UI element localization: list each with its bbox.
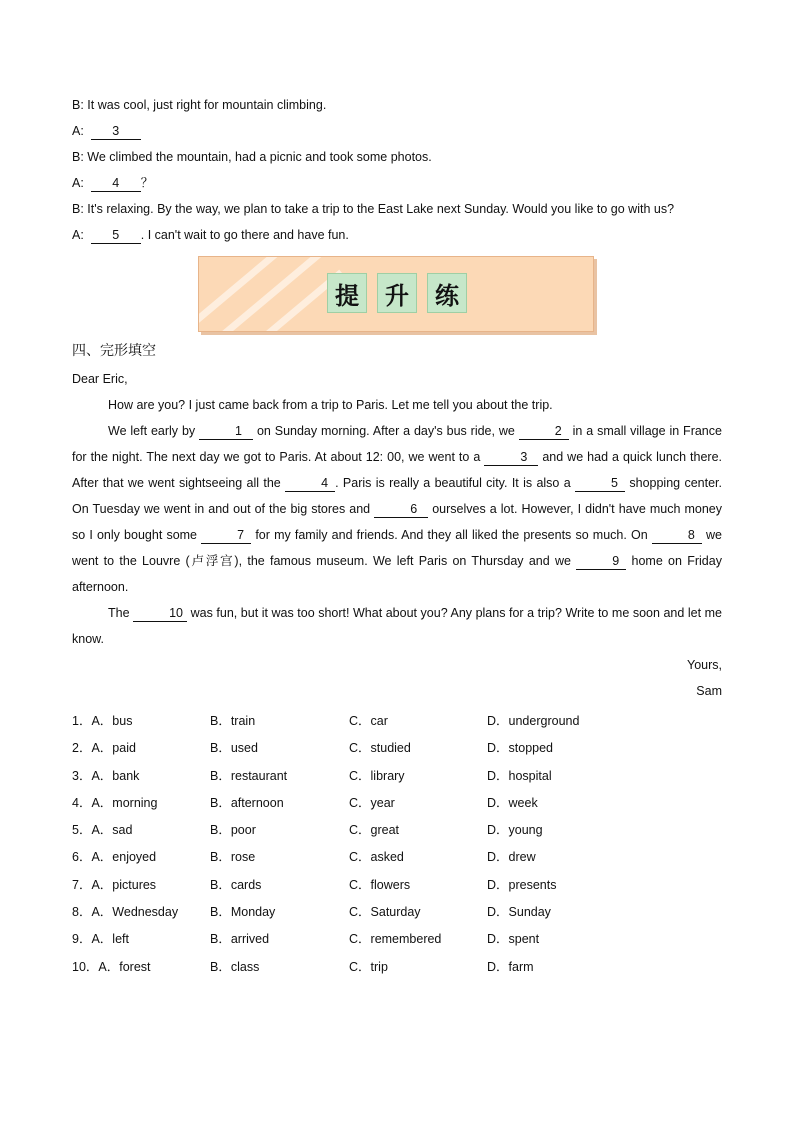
option-d[interactable]: D．spent	[487, 932, 540, 947]
option-d[interactable]: D．stopped	[487, 741, 554, 756]
cloze-blank[interactable]: 3	[484, 450, 538, 466]
option-c[interactable]: C．year	[349, 795, 395, 810]
worksheet-page	[72, 92, 722, 981]
speaker-label: A:	[72, 124, 84, 138]
dialogue-text: We climbed the mountain, had a picnic and took some photos.	[87, 150, 432, 164]
dialogue-line	[72, 170, 722, 196]
cloze-blank[interactable]: 1	[199, 424, 253, 440]
option-c[interactable]: C．library	[349, 768, 405, 783]
cloze-letter	[72, 366, 722, 704]
cloze-blank[interactable]: 4	[285, 476, 335, 492]
cloze-blank[interactable]: 6	[374, 502, 428, 518]
option-a[interactable]: A．bus	[91, 714, 133, 728]
dialogue-line	[72, 196, 722, 222]
letter-greeting: Dear Eric,	[72, 372, 128, 386]
cloze-blank[interactable]: 7	[201, 528, 251, 544]
option-c[interactable]: C．flowers	[349, 877, 411, 892]
option-b[interactable]: B．restaurant	[210, 768, 288, 783]
option-d[interactable]: D．farm	[487, 959, 534, 974]
answer-blank[interactable]: 3	[91, 124, 141, 140]
option-row: 8．A．Wednesday B．Monday C．Saturday D．Sunday	[72, 899, 722, 926]
dialogue-section	[72, 92, 722, 248]
dialogue-line	[72, 92, 722, 118]
answer-blank[interactable]: 5	[91, 228, 141, 244]
letter-paragraph: The 10 was fun, but it was too short! What about you? Any plans for a trip? Write to me soon and let me know.	[72, 606, 722, 646]
speaker-label: B:	[72, 150, 84, 164]
option-b[interactable]: B．used	[210, 741, 258, 756]
option-b[interactable]: B．poor	[210, 823, 256, 838]
option-a[interactable]: A．sad	[91, 823, 133, 838]
option-d[interactable]: D．hospital	[487, 768, 552, 783]
dialogue-line	[72, 118, 722, 144]
option-a[interactable]: A．Wednesday	[91, 905, 179, 920]
option-d[interactable]: D．Sunday	[487, 905, 551, 920]
cloze-blank[interactable]: 9	[576, 554, 626, 570]
option-a[interactable]: A．left	[91, 932, 129, 947]
letter-closing: Yours,	[687, 658, 722, 672]
speaker-label: B:	[72, 202, 84, 216]
option-d[interactable]: D．drew	[487, 850, 536, 865]
letter-signature: Sam	[696, 684, 722, 698]
option-a[interactable]: A．forest	[98, 959, 151, 974]
cloze-blank[interactable]: 2	[519, 424, 569, 440]
option-b[interactable]: B．rose	[210, 850, 256, 865]
option-d[interactable]: D．young	[487, 823, 543, 838]
banner-char: 升	[377, 273, 417, 313]
letter-paragraph: We left early by 1 on Sunday morning. After a day's bus ride, we 2 in a small village in France for the night. The next day we got to Paris. At about 12: 00, we went to a 3 and we had a quick lunch there. After that we went sightseeing all the 4 . Paris is really a beautiful city. It is also a 5 shopping center. On Tuesday we went in and out of the big stores and 6 ourselves a lot. However, I didn't have much money so I only bought some 7 for my family and friends. And they all liked the presents so much. On 8 we went to the Louvre (卢浮宫), the famous museum. We left Paris on Thursday and we 9 home on Friday afternoon.	[72, 424, 723, 594]
dialogue-line	[72, 222, 722, 248]
option-d[interactable]: D．week	[487, 795, 538, 810]
option-b[interactable]: B．Monday	[210, 905, 276, 920]
option-b[interactable]: B．train	[210, 714, 256, 728]
option-d[interactable]: D．underground	[487, 714, 580, 728]
dialogue-text: ？	[140, 176, 154, 190]
option-c[interactable]: C．great	[349, 823, 400, 838]
dialogue-line	[72, 144, 722, 170]
cloze-blank[interactable]: 5	[575, 476, 625, 492]
option-row: 4．A．morning B．afternoon C．year D．week	[72, 790, 722, 817]
option-a[interactable]: A．enjoyed	[91, 850, 157, 865]
speaker-label: A:	[72, 176, 84, 190]
option-a[interactable]: A．bank	[91, 768, 140, 783]
speaker-label: B:	[72, 98, 84, 112]
banner-char: 提	[327, 273, 367, 313]
dialogue-text: . I can't wait to go there and have fun.	[140, 228, 349, 242]
option-b[interactable]: B．afternoon	[210, 795, 284, 810]
option-b[interactable]: B．class	[210, 959, 260, 974]
section-title: 四、完形填空	[72, 343, 156, 359]
option-c[interactable]: C．asked	[349, 850, 404, 865]
options-list	[72, 708, 722, 981]
option-a[interactable]: A．paid	[91, 741, 136, 756]
option-c[interactable]: C．trip	[349, 959, 388, 974]
option-row: 10．A．forest B．class C．trip D．farm	[72, 954, 722, 981]
letter-paragraph: How are you? I just came back from a trip to Paris. Let me tell you about the trip.	[108, 398, 553, 412]
option-row: 1．A．bus B．train C．car D．underground	[72, 708, 722, 735]
option-row: 6．A．enjoyed B．rose C．asked D．drew	[72, 844, 722, 871]
banner-char: 练	[427, 273, 467, 313]
speaker-label: A:	[72, 228, 84, 242]
dialogue-text: It was cool, just right for mountain climbing.	[87, 98, 327, 112]
cloze-blank[interactable]: 10	[133, 606, 187, 622]
banner-title	[327, 273, 467, 313]
answer-blank[interactable]: 4	[91, 176, 141, 192]
banner-box	[198, 256, 594, 332]
cloze-blank[interactable]: 8	[652, 528, 702, 544]
option-row: 7．A．pictures B．cards C．flowers D．presents	[72, 872, 722, 899]
option-c[interactable]: C．studied	[349, 741, 411, 756]
dialogue-text: It's relaxing. By the way, we plan to take a trip to the East Lake next Sunday. Would you like to go with us?	[87, 202, 675, 216]
option-c[interactable]: C．Saturday	[349, 905, 421, 920]
option-b[interactable]: B．cards	[210, 877, 262, 892]
option-c[interactable]: C．car	[349, 714, 388, 728]
option-c[interactable]: C．remembered	[349, 932, 442, 947]
option-a[interactable]: A．morning	[91, 795, 158, 810]
option-row: 9．A．left B．arrived C．remembered D．spent	[72, 926, 722, 953]
option-b[interactable]: B．arrived	[210, 932, 270, 947]
option-row: 5．A．sad B．poor C．great D．young	[72, 817, 722, 844]
option-a[interactable]: A．pictures	[91, 877, 157, 892]
option-d[interactable]: D．presents	[487, 877, 557, 892]
section-banner	[72, 250, 722, 336]
option-row: 2．A．paid B．used C．studied D．stopped	[72, 735, 722, 762]
option-row: 3．A．bank B．restaurant C．library D．hospital	[72, 763, 722, 790]
